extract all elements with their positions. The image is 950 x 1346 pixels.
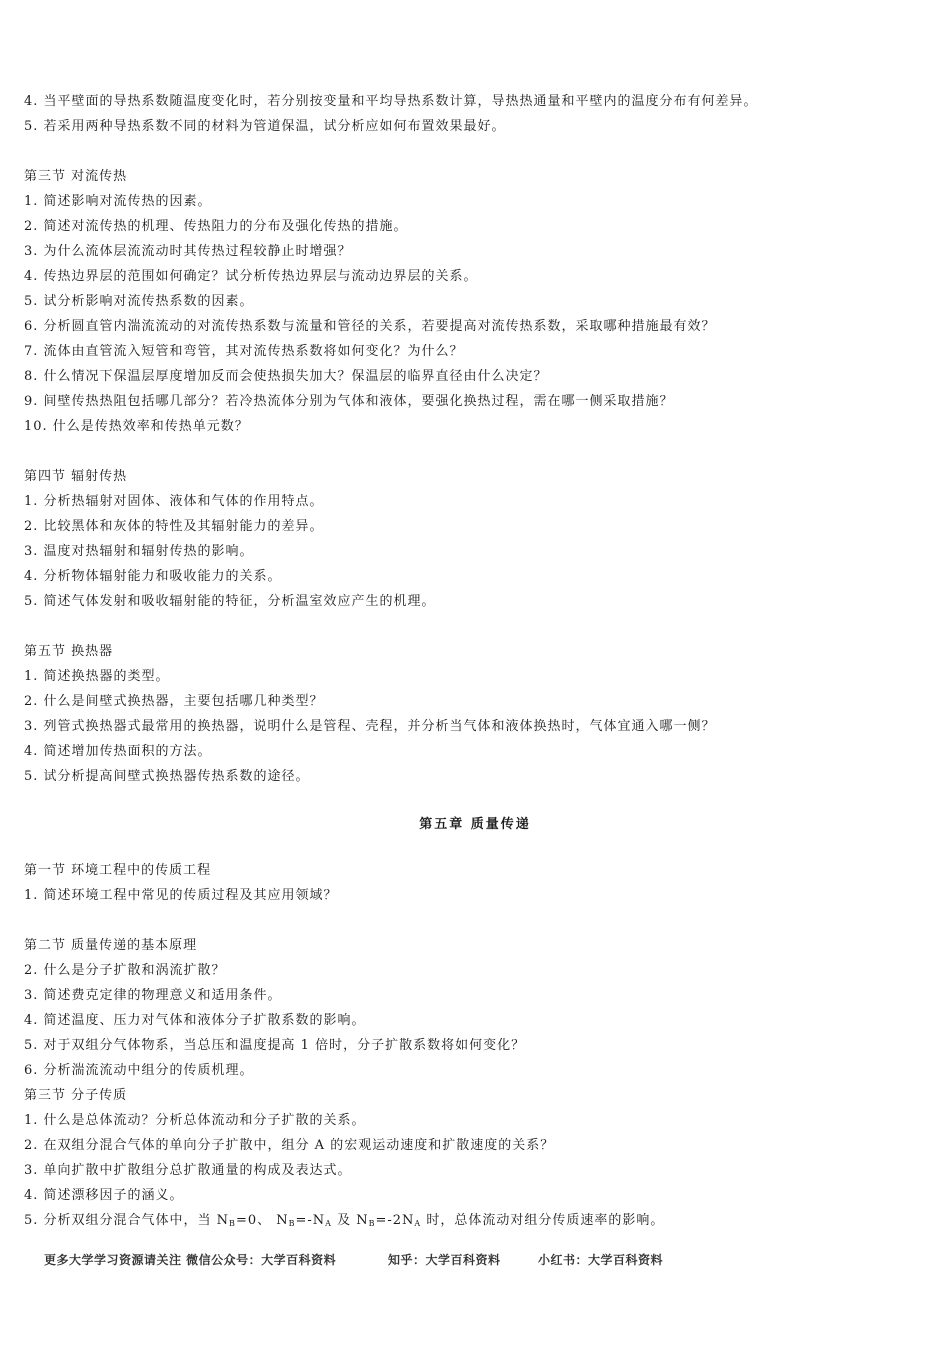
text-line: 2. 什么是分子扩散和涡流扩散？ [24, 963, 226, 978]
text-line: 1. 简述换热器的类型。 [24, 669, 170, 684]
text-line: 4. 传热边界层的范围如何确定？试分析传热边界层与流动边界层的关系。 [24, 269, 478, 284]
text-line: 4. 当平壁面的导热系数随温度变化时，若分别按变量和平均导热系数计算，导热热通量和平壁内的温度分布有何差异。 [24, 94, 758, 109]
text-line-formula [24, 1212, 664, 1233]
text-line: 6. 分析湍流流动中组分的传质机理。 [24, 1063, 254, 1078]
text-line: 2. 什么是间壁式换热器，主要包括哪几种类型？ [24, 694, 324, 709]
formula-text: =-N [295, 1213, 326, 1228]
formula-text: 时，总体流动对组分传质速率的影响。 [421, 1213, 665, 1228]
text-line: 2. 比较黑体和灰体的特性及其辐射能力的差异。 [24, 519, 324, 534]
text-line: 5. 若采用两种导热系数不同的材料为管道保温，试分析应如何布置效果最好。 [24, 119, 506, 134]
text-line: 4. 简述增加传热面积的方法。 [24, 744, 212, 759]
text-line: 5. 对于双组分气体物系，当总压和温度提高 1 倍时，分子扩散系数将如何变化？ [24, 1038, 526, 1053]
text-line: 1. 简述影响对流传热的因素。 [24, 194, 212, 209]
subscript: A [325, 1219, 332, 1228]
text-line: 3. 为什么流体层流流动时其传热过程较静止时增强？ [24, 244, 352, 259]
text-line: 2. 简述对流传热的机理、传热阻力的分布及强化传热的措施。 [24, 219, 408, 234]
text-line: 1. 什么是总体流动？分析总体流动和分子扩散的关系。 [24, 1113, 366, 1128]
text-line: 3. 简述费克定律的物理意义和适用条件。 [24, 988, 282, 1003]
formula-text: 及 N [331, 1213, 369, 1228]
text-line: 4. 简述漂移因子的涵义。 [24, 1188, 184, 1203]
text-line: 10. 什么是传热效率和传热单元数？ [24, 419, 249, 434]
subscript: B [368, 1219, 376, 1228]
footer-zhihu: 知乎：大学百科资料 [388, 1253, 501, 1267]
formula-text: =0、 N [235, 1213, 289, 1228]
section-heading: 第四节 辐射传热 [24, 469, 128, 484]
text-line: 4. 分析物体辐射能力和吸收能力的关系。 [24, 569, 282, 584]
text-line: 4. 简述温度、压力对气体和液体分子扩散系数的影响。 [24, 1013, 366, 1028]
formula-text: =-2N [375, 1213, 415, 1228]
section-heading: 第二节 质量传递的基本原理 [24, 938, 198, 953]
chapter-title: 第五章 质量传递 [419, 817, 531, 832]
formula-text: 5. 分析双组分混合气体中，当 N [24, 1213, 230, 1228]
text-line: 5. 试分析影响对流传热系数的因素。 [24, 294, 254, 309]
text-line: 8. 什么情况下保温层厚度增加反而会使热损失加大？保温层的临界直径由什么决定？ [24, 369, 548, 384]
text-line: 6. 分析圆直管内湍流流动的对流传热系数与流量和管径的关系，若要提高对流传热系数，采取哪种措施最有效？ [24, 319, 716, 334]
text-line: 7. 流体由直管流入短管和弯管，其对流传热系数将如何变化？为什么？ [24, 344, 464, 359]
text-line: 1. 简述环境工程中常见的传质过程及其应用领域？ [24, 888, 338, 903]
section-heading: 第一节 环境工程中的传质工程 [24, 863, 212, 878]
section-heading: 第五节 换热器 [24, 644, 114, 659]
footer-xiaohongshu: 小红书：大学百科资料 [538, 1253, 664, 1267]
footer-wechat: 更多大学学习资源请关注 微信公众号：大学百科资料 [44, 1253, 337, 1267]
text-line: 3. 单向扩散中扩散组分总扩散通量的构成及表达式。 [24, 1163, 352, 1178]
text-line: 2. 在双组分混合气体的单向分子扩散中，组分 A 的宏观运动速度和扩散速度的关系？ [24, 1138, 555, 1153]
text-line: 5. 试分析提高间壁式换热器传热系数的途径。 [24, 769, 310, 784]
text-line: 5. 简述气体发射和吸收辐射能的特征，分析温室效应产生的机理。 [24, 594, 436, 609]
text-line: 9. 间壁传热热阻包括哪几部分？若冷热流体分别为气体和液体，要强化换热过程，需在哪一侧采取措施？ [24, 394, 674, 409]
text-line: 1. 分析热辐射对固体、液体和气体的作用特点。 [24, 494, 324, 509]
section-heading: 第三节 对流传热 [24, 169, 128, 184]
subscript: B [288, 1219, 296, 1228]
section-heading: 第三节 分子传质 [24, 1088, 128, 1103]
text-line: 3. 列管式换热器式最常用的换热器，说明什么是管程、壳程，并分析当气体和液体换热时，气体宜通入哪一侧？ [24, 719, 716, 734]
text-line: 3. 温度对热辐射和辐射传热的影响。 [24, 544, 254, 559]
subscript: A [414, 1219, 422, 1228]
subscript: B [229, 1219, 236, 1228]
